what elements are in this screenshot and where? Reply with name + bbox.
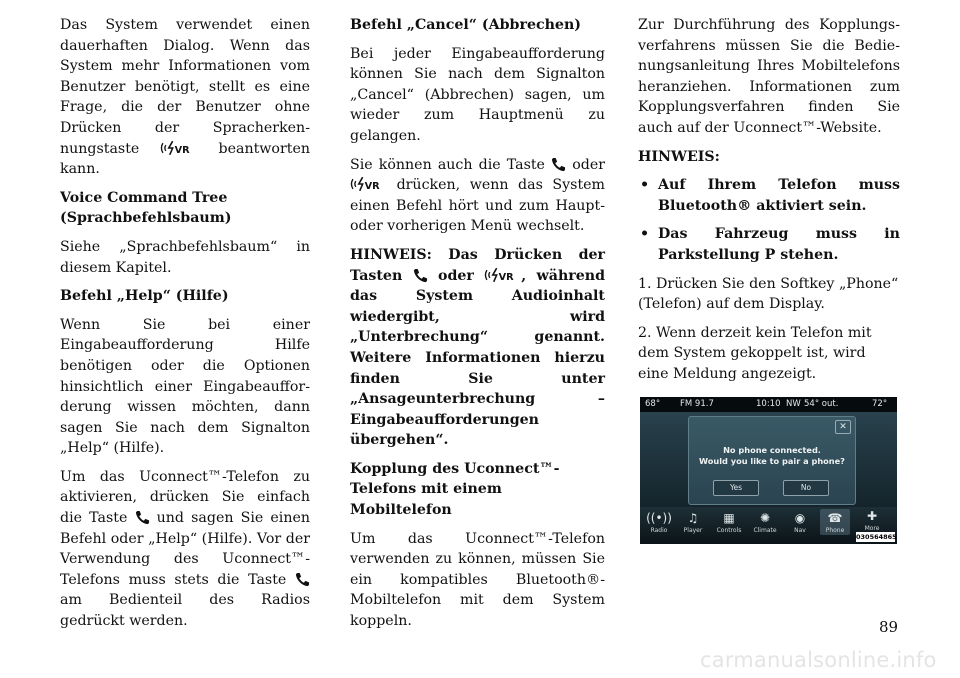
phone-handset-icon — [413, 268, 428, 283]
radio-icon: ((•)) — [646, 511, 672, 525]
yes-button[interactable]: Yes — [713, 480, 759, 496]
column-1 — [60, 15, 310, 640]
heading-pairing: Kopplung des Uconnect™-Telefons mit einem Mobiltelefon — [350, 460, 560, 519]
paragraph-activate: Um das Uconnect™-Telefon zu aktivieren, drücken Sie einfach die Taste und sagen Sie einen Befehl oder „Help“ (Hilfe). Vor der Verwendung des Uconnect™-Telefons muss stets die Taste am Bedienteil des Radios gedrückt werden. — [60, 468, 311, 630]
navigation-icon: ◉ — [794, 511, 806, 525]
controls-icon: ▦ — [723, 511, 735, 525]
right-temperature: 72° — [872, 399, 888, 409]
nav-controls[interactable]: ▦ Controls — [714, 509, 744, 535]
figure-code: 030564865 — [856, 533, 897, 541]
more-icon: ✚ — [866, 509, 878, 523]
station-label: FM 91.7 — [680, 399, 714, 409]
left-temperature: 68° — [645, 399, 661, 409]
paragraph-procedure: Zur Durchführung des Kopplungsverfahrens müssen Sie die Bedienungsanleitung Ihres Mobiltelefons heranziehen. Informationen zum Kopplungsverfahren finden Sie auch auf der Uconnect™-Website. — [638, 17, 900, 136]
column-2 — [350, 15, 605, 640]
nav-radio[interactable]: ((•)) Radio — [644, 509, 674, 535]
vr-voice-icon — [160, 140, 197, 156]
paragraph-buttons: Sie können auch die Taste oder drücken, wenn das System einen Befehl hört und zum Haupt- oder vorherigen Menü wechselt. — [350, 156, 606, 235]
step-2: 2. Wenn derzeit kein Telefon mit dem System gekoppelt ist, wird eine Meldung angezeigt. — [638, 324, 872, 382]
nav-more[interactable]: ✚ More — [857, 507, 887, 533]
phone-handset-icon — [135, 510, 150, 525]
vr-voice-icon — [484, 267, 521, 283]
outside-temperature: 54° out. — [804, 399, 839, 409]
heading-cancel: Befehl „Cancel“ (Abbrechen) — [350, 17, 581, 33]
phone-handset-icon — [551, 157, 566, 172]
note-bullets — [638, 175, 900, 265]
note-barge-in: HINWEIS: Das Drücken der Tasten oder , während das System Audioinhalt wiedergibt, wird „Unterbrechung“ genannt. Weitere Informationen hierzu finden Sie unter „Ansageunterbrechung – Eingabeaufforderungen übergehen“. — [350, 246, 605, 449]
paragraph-pairing: Um das Uconnect™-Telefon verwenden zu können, müssen Sie ein kompatibles Bluetooth®-Mobiltelefon mit dem System koppeln. — [350, 530, 605, 630]
nav-climate[interactable]: ✺ Climate — [750, 509, 780, 535]
phone-icon: ☎ — [827, 511, 843, 525]
compass: NW — [786, 399, 801, 409]
heading-help: Befehl „Help“ (Hilfe) — [60, 288, 229, 305]
list-item: • Auf Ihrem Telefon muss Bluetooth® aktiviert sein. — [638, 175, 900, 216]
paragraph-dialog: Das System verwendet einen dauerhaften Dialog. Wenn das System mehr Informationen vom Benutzer benötigt, stellt es eine Frage, die der Benutzer ohne Drücken der Spracherkennungstaste beantworten kann. — [60, 17, 310, 178]
close-icon[interactable]: ✕ — [835, 420, 851, 434]
player-icon: ♫ — [687, 511, 699, 525]
no-button[interactable]: No — [783, 480, 829, 496]
phone-handset-icon — [295, 572, 310, 587]
radio-status-bar — [640, 397, 897, 412]
pair-phone-dialog — [688, 416, 856, 505]
vr-voice-icon — [350, 176, 387, 192]
paragraph-help: Wenn Sie bei einer Eingabeaufforderung Hilfe benötigen oder die Optionen hinsichtlich einer Eingabeaufforderung wissen möchten, dann sagen Sie nach dem Signalton „Help“ (Hilfe). — [60, 316, 310, 457]
radio-screen-figure — [640, 397, 897, 544]
dialog-message-2: Would you like to pair a phone? — [699, 456, 845, 466]
dialog-message-1: No phone connected. — [723, 445, 821, 455]
paragraph-cancel: Bei jeder Eingabeaufforderung können Sie nach dem Signalton „Cancel“ (Abbrechen) sagen, um wieder zum Hauptmenü zu gelangen. — [350, 45, 605, 144]
nav-phone[interactable]: ☎ Phone — [820, 509, 850, 535]
list-item: • Das Fahrzeug muss in Parkstellung P stehen. — [638, 224, 900, 265]
column-3 — [638, 15, 900, 393]
climate-icon: ✺ — [759, 511, 771, 525]
step-1: 1. Drücken Sie den Softkey „Phone“ (Telefon) auf dem Display. — [638, 275, 899, 313]
clock: 10:10 — [756, 399, 781, 409]
nav-nav[interactable]: ◉ Nav — [785, 509, 815, 535]
paragraph-see-tree: Siehe „Sprachbefehlsbaum“ in diesem Kapitel. — [60, 238, 310, 276]
watermark: carmanualsonline.info — [700, 648, 937, 672]
page-number: 89 — [879, 618, 899, 636]
nav-player[interactable]: ♫ Player — [678, 509, 708, 535]
radio-content-area — [640, 412, 897, 507]
note-label: HINWEIS: — [638, 148, 720, 165]
heading-voice-command-tree: Voice Command Tree (Sprachbefehlsbaum) — [60, 189, 232, 227]
